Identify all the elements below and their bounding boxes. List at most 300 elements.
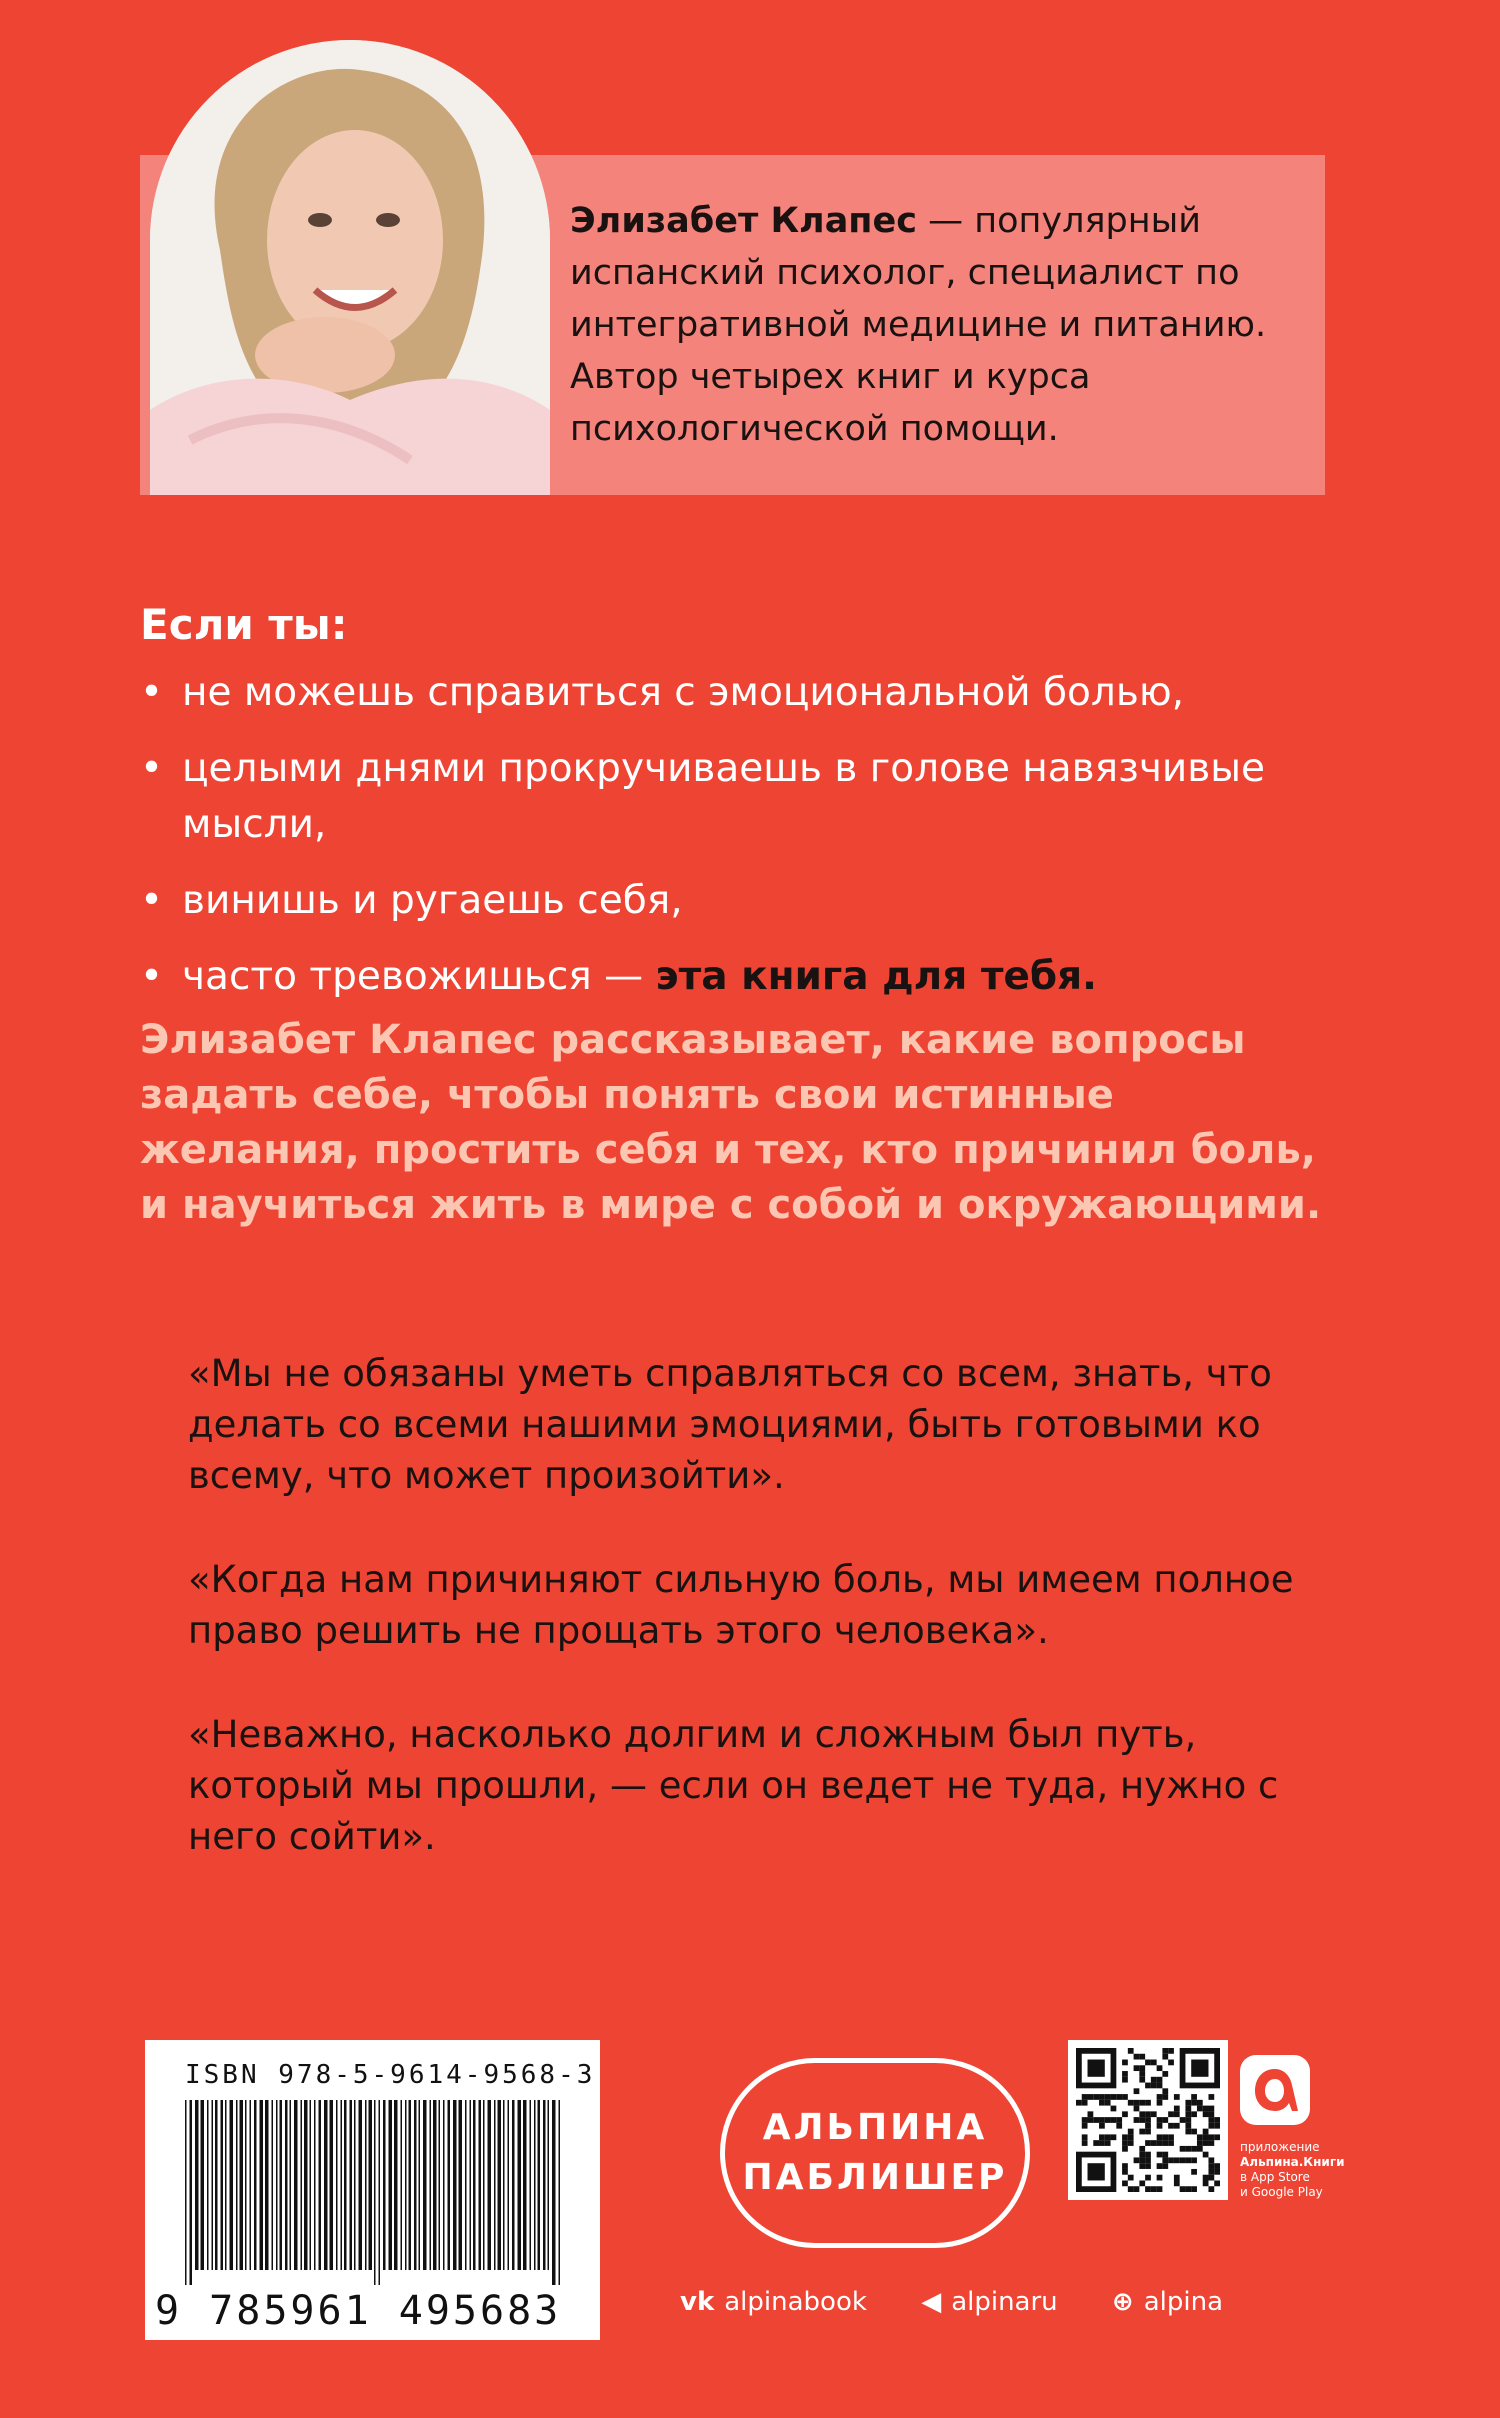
qr-module — [1191, 2157, 1197, 2163]
qr-module — [1082, 2094, 1088, 2100]
qr-module — [1151, 2077, 1157, 2083]
qr-module — [1145, 2123, 1151, 2129]
barcode-bar — [212, 2100, 214, 2270]
qr-module — [1139, 2152, 1145, 2158]
qr-module — [1145, 2117, 1151, 2123]
qr-module — [1076, 2100, 1082, 2106]
qr-module — [1157, 2175, 1163, 2181]
qr-module — [1139, 2100, 1145, 2106]
telegram-icon: ◀ — [921, 2287, 942, 2317]
qr-module — [1174, 2106, 1180, 2112]
social-vk — [680, 2287, 867, 2317]
qr-module — [1208, 2111, 1214, 2117]
qr-module — [1208, 2140, 1214, 2146]
barcode-bar — [518, 2100, 522, 2270]
barcode-bar — [330, 2100, 334, 2270]
qr-module — [1162, 2157, 1168, 2163]
qr-module — [1082, 2117, 1088, 2123]
qr-module — [1197, 2100, 1203, 2106]
quote: «Когда нам причиняют сильную боль, мы имеем полное право решить не прощать этого человека». — [188, 1558, 1294, 1652]
qr-module — [1214, 2163, 1220, 2169]
qr-module — [1111, 2106, 1117, 2112]
barcode-bars — [185, 2100, 565, 2285]
qr-module — [1128, 2175, 1134, 2181]
qr-module — [1162, 2054, 1168, 2060]
qr-module — [1203, 2106, 1209, 2112]
qr-module — [1116, 2094, 1122, 2100]
barcode-bar — [294, 2100, 298, 2270]
qr-module — [1174, 2111, 1180, 2117]
barcode-bar — [488, 2100, 492, 2270]
barcode-bar — [453, 2100, 457, 2270]
qr-module — [1162, 2140, 1168, 2146]
author-bio-text: — популярный испанский психолог, специалист по интегративной медицине и питанию. Автор четырех книг и курса психологической помощи. — [570, 201, 1267, 449]
qr-module — [1122, 2094, 1128, 2100]
qr-module — [1197, 2134, 1203, 2140]
qr-module — [1134, 2117, 1140, 2123]
qr-module — [1151, 2140, 1157, 2146]
qr-module — [1145, 2163, 1151, 2169]
barcode-bar — [240, 2100, 244, 2270]
qr-module — [1185, 2117, 1191, 2123]
barcode-bar — [245, 2100, 247, 2270]
app-text-line: приложение — [1240, 2140, 1320, 2154]
qr-code — [1068, 2040, 1228, 2200]
qr-module — [1151, 2083, 1157, 2089]
qr-module — [1105, 2117, 1111, 2123]
social-links — [680, 2287, 1380, 2317]
qr-module — [1088, 2094, 1094, 2100]
qr-module — [1185, 2146, 1191, 2152]
social-site — [1112, 2287, 1223, 2317]
qr-module — [1203, 2152, 1209, 2158]
barcode-bar — [201, 2100, 205, 2270]
qr-module — [1145, 2100, 1151, 2106]
barcode-bar — [494, 2100, 496, 2270]
qr-module — [1082, 2140, 1088, 2146]
qr-module — [1214, 2117, 1220, 2123]
qr-module — [1168, 2140, 1174, 2146]
qr-module — [1145, 2186, 1151, 2192]
barcode-bar — [512, 2100, 515, 2270]
qr-module — [1099, 2100, 1105, 2106]
qr-module — [1208, 2175, 1214, 2181]
qr-module — [1185, 2100, 1191, 2106]
qr-module — [1203, 2175, 1209, 2181]
barcode-bar — [473, 2100, 476, 2270]
qr-module — [1088, 2117, 1094, 2123]
qr-module — [1116, 2123, 1122, 2129]
barcode-bar — [221, 2100, 224, 2270]
qr-module — [1168, 2060, 1174, 2066]
qr-module — [1134, 2157, 1140, 2163]
barcode-bar — [465, 2100, 467, 2270]
app-text-line: и Google Play — [1240, 2185, 1323, 2199]
barcode-bar — [383, 2100, 386, 2270]
quotes-block — [188, 1348, 1338, 1915]
qr-module — [1185, 2129, 1191, 2135]
barcode-bar — [430, 2100, 432, 2270]
qr-module — [1134, 2186, 1140, 2192]
qr-module — [1214, 2180, 1220, 2186]
qr-module — [1116, 2117, 1122, 2123]
barcode-bar — [344, 2100, 347, 2270]
qr-module — [1162, 2088, 1168, 2094]
qr-module — [1208, 2186, 1214, 2192]
qr-module — [1099, 2134, 1105, 2140]
qr-module — [1185, 2123, 1191, 2129]
qr-module — [1185, 2106, 1191, 2112]
qr-module — [1128, 2134, 1134, 2140]
qr-module — [1191, 2169, 1197, 2175]
qr-module — [1185, 2186, 1191, 2192]
barcode-bar — [538, 2100, 541, 2270]
app-text-line: в App Store — [1240, 2170, 1310, 2184]
social-label: alpina — [1143, 2287, 1224, 2317]
qr-module — [1082, 2100, 1088, 2106]
qr-module — [1122, 2134, 1128, 2140]
qr-module — [1180, 2157, 1186, 2163]
barcode-bar — [365, 2100, 367, 2270]
qr-module — [1208, 2134, 1214, 2140]
qr-module — [1162, 2163, 1168, 2169]
barcode-bar — [304, 2100, 308, 2270]
qr-module — [1122, 2140, 1128, 2146]
qr-module — [1162, 2117, 1168, 2123]
qr-module — [1088, 2111, 1094, 2117]
qr-module — [1180, 2186, 1186, 2192]
conditions-list — [140, 665, 1370, 1025]
qr-module — [1214, 2169, 1220, 2175]
barcode-bar — [195, 2100, 199, 2270]
barcode-bar — [379, 2100, 381, 2285]
barcode-bar — [470, 2100, 472, 2270]
barcode-digits: 9 785961 495683 — [155, 2288, 562, 2334]
qr-module — [1128, 2140, 1134, 2146]
barcode-bar — [319, 2100, 322, 2270]
qr-module — [1214, 2123, 1220, 2129]
qr-module — [1191, 2094, 1197, 2100]
qr-module — [1191, 2186, 1197, 2192]
qr-module — [1180, 2146, 1186, 2152]
qr-module — [1162, 2048, 1168, 2054]
qr-module — [1157, 2163, 1163, 2169]
qr-module — [1145, 2140, 1151, 2146]
qr-module — [1191, 2129, 1197, 2135]
qr-module — [1203, 2134, 1209, 2140]
isbn-text: ISBN 978-5-9614-9568-3 — [185, 2060, 596, 2090]
qr-module — [1168, 2111, 1174, 2117]
barcode-bar — [530, 2100, 532, 2270]
barcode-bar — [336, 2100, 338, 2270]
qr-module — [1139, 2077, 1145, 2083]
barcode-bar — [190, 2100, 193, 2285]
qr-module — [1139, 2129, 1145, 2135]
qr-module — [1145, 2152, 1151, 2158]
qr-finder — [1088, 2163, 1105, 2180]
qr-module — [1157, 2152, 1163, 2158]
author-name: Элизабет Клапес — [570, 201, 917, 241]
qr-module — [1157, 2083, 1163, 2089]
barcode-bar — [359, 2100, 363, 2270]
qr-module — [1162, 2071, 1168, 2077]
barcode-bar — [236, 2100, 238, 2270]
qr-module — [1128, 2048, 1134, 2054]
qr-module — [1157, 2094, 1163, 2100]
qr-module — [1082, 2123, 1088, 2129]
barcode-bar — [414, 2100, 417, 2270]
barcode-bar — [276, 2100, 278, 2270]
qr-module — [1203, 2111, 1209, 2117]
barcode-bar — [459, 2100, 463, 2270]
qr-module — [1208, 2094, 1214, 2100]
qr-module — [1157, 2117, 1163, 2123]
qr-module — [1139, 2071, 1145, 2077]
list-item: • не можешь справиться с эмоциональной болью, — [140, 665, 1370, 721]
qr-module — [1185, 2111, 1191, 2117]
qr-module — [1145, 2083, 1151, 2089]
qr-module — [1099, 2117, 1105, 2123]
plus-icon: ⊕ — [1111, 2287, 1134, 2317]
qr-module — [1168, 2123, 1174, 2129]
barcode-bar — [443, 2100, 445, 2270]
book-for-you-text: эта книга для тебя. — [655, 954, 1097, 999]
barcode-bar — [483, 2100, 485, 2270]
barcode-bar — [439, 2100, 441, 2270]
barcode-box — [145, 2040, 600, 2340]
qr-module — [1099, 2123, 1105, 2129]
qr-module — [1157, 2077, 1163, 2083]
barcode-bar — [374, 2100, 376, 2285]
app-store-text — [1240, 2140, 1350, 2200]
social-telegram — [921, 2287, 1057, 2317]
barcode-bar — [419, 2100, 421, 2270]
app-logo-icon — [1240, 2055, 1310, 2125]
qr-module — [1145, 2157, 1151, 2163]
qr-module — [1151, 2111, 1157, 2117]
qr-pattern — [1076, 2048, 1220, 2192]
qr-module — [1093, 2094, 1099, 2100]
qr-module — [1145, 2175, 1151, 2181]
qr-module — [1168, 2048, 1174, 2054]
qr-module — [1157, 2134, 1163, 2140]
barcode-bar — [559, 2100, 561, 2285]
qr-module — [1122, 2169, 1128, 2175]
list-item: • целыми днями прокручиваешь в голове навязчивые мысли, — [140, 741, 1370, 853]
qr-module — [1157, 2100, 1163, 2106]
qr-module — [1093, 2140, 1099, 2146]
barcode-bar — [280, 2100, 283, 2270]
barcode-bar — [369, 2100, 373, 2270]
qr-module — [1214, 2134, 1220, 2140]
book-description: Элизабет Клапес рассказывает, какие вопросы задать себе, чтобы понять свои истинные желания, простить себя и тех, кто причинил боль, и научиться жить в мире с собой и окружающими. — [140, 1017, 1322, 1228]
barcode-bar — [290, 2100, 292, 2270]
app-name: Альпина.Книги — [1240, 2155, 1345, 2169]
qr-module — [1134, 2100, 1140, 2106]
barcode-bar — [479, 2100, 482, 2270]
barcode-bar — [508, 2100, 510, 2270]
qr-module — [1139, 2065, 1145, 2071]
barcode-bar — [250, 2100, 252, 2270]
barcode-bar — [498, 2100, 502, 2270]
qr-module — [1162, 2152, 1168, 2158]
qr-module — [1145, 2111, 1151, 2117]
qr-module — [1145, 2129, 1151, 2135]
qr-module — [1180, 2117, 1186, 2123]
qr-module — [1134, 2054, 1140, 2060]
qr-module — [1191, 2100, 1197, 2106]
qr-module — [1168, 2134, 1174, 2140]
qr-module — [1139, 2054, 1145, 2060]
qr-module — [1105, 2140, 1111, 2146]
qr-finder — [1088, 2060, 1105, 2077]
qr-module — [1122, 2180, 1128, 2186]
qr-module — [1157, 2186, 1163, 2192]
qr-module — [1128, 2186, 1134, 2192]
barcode-bar — [185, 2100, 187, 2285]
qr-module — [1134, 2088, 1140, 2094]
barcode-bar — [225, 2100, 227, 2270]
qr-module — [1111, 2134, 1117, 2140]
qr-module — [1174, 2157, 1180, 2163]
qr-module — [1174, 2094, 1180, 2100]
qr-module — [1197, 2106, 1203, 2112]
list-item-text: часто тревожишься — — [182, 954, 656, 999]
qr-module — [1145, 2060, 1151, 2066]
vk-icon: vk — [680, 2287, 715, 2317]
qr-module — [1122, 2146, 1128, 2152]
qr-module — [1105, 2100, 1111, 2106]
qr-module — [1128, 2100, 1134, 2106]
barcode-bar — [301, 2100, 303, 2270]
qr-module — [1105, 2134, 1111, 2140]
barcode-bar — [394, 2100, 398, 2270]
qr-module — [1111, 2117, 1117, 2123]
publisher-name-line2: ПАБЛИШЕР — [742, 2157, 1008, 2198]
barcode-bar — [401, 2100, 403, 2270]
barcode-bar — [230, 2100, 234, 2270]
qr-module — [1157, 2123, 1163, 2129]
qr-module — [1208, 2169, 1214, 2175]
author-bio — [570, 195, 1290, 455]
qr-module — [1122, 2111, 1128, 2117]
barcode-bar — [448, 2100, 451, 2270]
qr-finder — [1191, 2060, 1208, 2077]
qr-module — [1093, 2117, 1099, 2123]
qr-module — [1157, 2140, 1163, 2146]
barcode-bar — [341, 2100, 343, 2270]
qr-module — [1208, 2157, 1214, 2163]
barcode-bar — [314, 2100, 316, 2270]
qr-module — [1174, 2180, 1180, 2186]
qr-module — [1134, 2065, 1140, 2071]
intro-heading: Если ты: — [140, 600, 348, 649]
qr-module — [1139, 2180, 1145, 2186]
qr-module — [1151, 2186, 1157, 2192]
qr-module — [1208, 2117, 1214, 2123]
barcode-bar — [272, 2100, 274, 2270]
quote: «Мы не обязаны уметь справляться со всем, знать, что делать со всеми нашими эмоциями, быть готовыми ко всему, что может произойти». — [188, 1352, 1272, 1497]
barcode-bar — [552, 2100, 556, 2285]
qr-module — [1151, 2060, 1157, 2066]
qr-module — [1099, 2140, 1105, 2146]
qr-module — [1128, 2129, 1134, 2135]
barcode-bar — [350, 2100, 353, 2270]
quote: «Неважно, насколько долгим и сложным был путь, который мы прошли, — если он ведет не туда, нужно с него сойти». — [188, 1713, 1279, 1858]
qr-module — [1174, 2175, 1180, 2181]
barcode-bar — [389, 2100, 393, 2270]
qr-module — [1162, 2094, 1168, 2100]
barcode-bar — [503, 2100, 505, 2270]
qr-module — [1208, 2123, 1214, 2129]
qr-module — [1208, 2163, 1214, 2169]
barcode-bar — [260, 2100, 264, 2270]
barcode-bar — [433, 2100, 437, 2270]
barcode-bar — [207, 2100, 209, 2270]
qr-module — [1203, 2180, 1209, 2186]
barcode-bar — [265, 2100, 269, 2270]
list-item — [140, 949, 1370, 1005]
qr-module — [1139, 2146, 1145, 2152]
qr-module — [1203, 2129, 1209, 2135]
barcode-bar — [254, 2100, 257, 2270]
barcode-bar — [324, 2100, 328, 2270]
barcode-bar — [285, 2100, 288, 2270]
qr-module — [1162, 2134, 1168, 2140]
barcode-bar — [523, 2100, 527, 2270]
qr-module — [1111, 2094, 1117, 2100]
qr-module — [1122, 2060, 1128, 2066]
qr-module — [1139, 2157, 1145, 2163]
publisher-name-line1: АЛЬПИНА — [762, 2107, 988, 2148]
qr-module — [1203, 2140, 1209, 2146]
qr-module — [1197, 2140, 1203, 2146]
qr-module — [1139, 2163, 1145, 2169]
barcode-bar — [310, 2100, 312, 2270]
barcode-bar — [409, 2100, 412, 2270]
qr-module — [1168, 2157, 1174, 2163]
qr-module — [1197, 2146, 1203, 2152]
qr-module — [1134, 2106, 1140, 2112]
qr-module — [1122, 2077, 1128, 2083]
qr-module — [1191, 2146, 1197, 2152]
barcode-bar — [548, 2100, 550, 2270]
qr-module — [1139, 2111, 1145, 2117]
barcode-bar — [543, 2100, 546, 2270]
list-item: • винишь и ругаешь себя, — [140, 873, 1370, 929]
qr-module — [1185, 2157, 1191, 2163]
qr-module — [1105, 2094, 1111, 2100]
barcode-bar — [354, 2100, 356, 2270]
author-photo — [150, 40, 550, 495]
barcode-bar — [215, 2100, 218, 2270]
qr-module — [1174, 2123, 1180, 2129]
qr-module — [1082, 2134, 1088, 2140]
barcode-bar — [423, 2100, 427, 2270]
barcode-bar — [405, 2100, 407, 2270]
qr-module — [1157, 2065, 1163, 2071]
publisher-logo — [720, 2058, 1030, 2248]
qr-module — [1122, 2071, 1128, 2077]
social-label: alpinabook — [724, 2287, 867, 2317]
social-label: alpinaru — [951, 2287, 1058, 2317]
qr-module — [1191, 2111, 1197, 2117]
qr-module — [1139, 2117, 1145, 2123]
qr-module — [1122, 2163, 1128, 2169]
barcode-bar — [534, 2100, 536, 2270]
qr-module — [1099, 2094, 1105, 2100]
qr-module — [1208, 2106, 1214, 2112]
